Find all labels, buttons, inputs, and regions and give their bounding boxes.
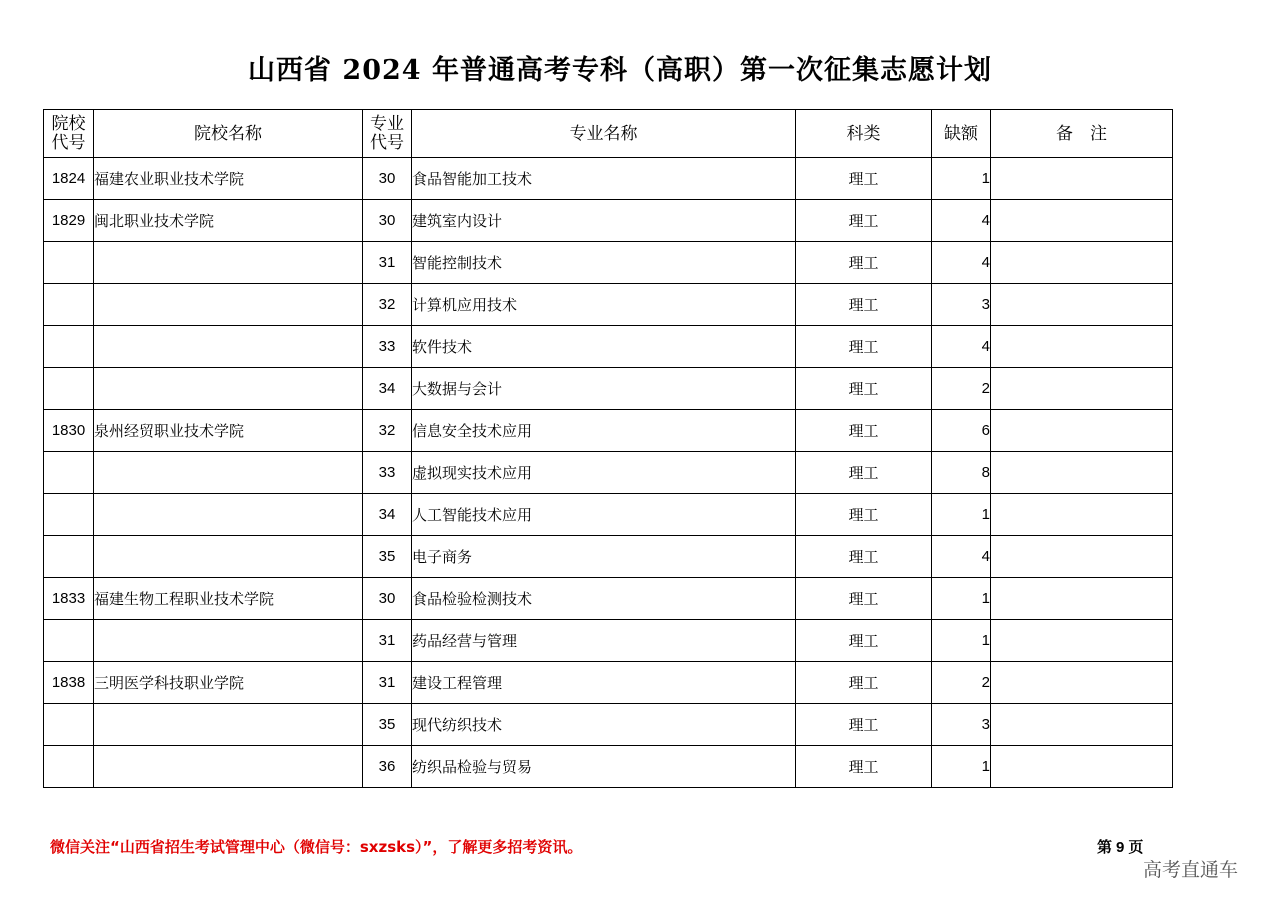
cell-category: 理工: [796, 620, 932, 662]
cell-major-name: 电子商务: [412, 536, 796, 578]
cell-remark: [991, 662, 1173, 704]
table-row: [44, 662, 1173, 704]
cell-major-code: 35: [363, 704, 412, 746]
cell-major-name: 软件技术: [412, 326, 796, 368]
cell-vacancy: 4: [932, 326, 991, 368]
table-row: [44, 158, 1173, 200]
cell-school-name: [94, 242, 363, 284]
cell-vacancy: 1: [932, 620, 991, 662]
cell-school-name: 闽北职业技术学院: [94, 200, 363, 242]
cell-school-code: [44, 746, 94, 788]
page-number: 第 9 页: [1097, 838, 1144, 856]
table-row: [44, 620, 1173, 662]
cell-remark: [991, 326, 1173, 368]
cell-school-name: [94, 368, 363, 410]
cell-school-code: [44, 326, 94, 368]
table-row: [44, 284, 1173, 326]
cell-major-code: 35: [363, 536, 412, 578]
cell-major-code: 31: [363, 662, 412, 704]
header-major-name: 专业名称: [412, 110, 796, 158]
cell-school-code: [44, 620, 94, 662]
table-row: [44, 536, 1173, 578]
table-row: [44, 368, 1173, 410]
cell-school-code: [44, 704, 94, 746]
cell-vacancy: 6: [932, 410, 991, 452]
cell-school-name: 福建农业职业技术学院: [94, 158, 363, 200]
cell-major-name: 大数据与会计: [412, 368, 796, 410]
cell-school-name: [94, 326, 363, 368]
cell-vacancy: 2: [932, 368, 991, 410]
table-row: [44, 494, 1173, 536]
cell-remark: [991, 158, 1173, 200]
cell-school-name: 福建生物工程职业技术学院: [94, 578, 363, 620]
footer-wechat-note: 微信关注“山西省招生考试管理中心（微信号：sxzsks）”，了解更多招考资讯。: [50, 838, 583, 856]
cell-major-name: 食品智能加工技术: [412, 158, 796, 200]
cell-major-name: 虚拟现实技术应用: [412, 452, 796, 494]
cell-category: 理工: [796, 536, 932, 578]
table-row: [44, 746, 1173, 788]
table-row: [44, 242, 1173, 284]
cell-remark: [991, 368, 1173, 410]
cell-school-code: 1838: [44, 662, 94, 704]
cell-school-name: [94, 452, 363, 494]
cell-school-code: [44, 242, 94, 284]
cell-school-name: 三明医学科技职业学院: [94, 662, 363, 704]
cell-category: 理工: [796, 704, 932, 746]
cell-school-code: 1833: [44, 578, 94, 620]
cell-major-code: 30: [363, 578, 412, 620]
cell-category: 理工: [796, 284, 932, 326]
header-remark: 备 注: [991, 110, 1173, 158]
cell-remark: [991, 578, 1173, 620]
cell-school-name: [94, 536, 363, 578]
cell-major-code: 31: [363, 242, 412, 284]
cell-remark: [991, 242, 1173, 284]
table-row: [44, 704, 1173, 746]
cell-major-name: 药品经营与管理: [412, 620, 796, 662]
cell-category: 理工: [796, 662, 932, 704]
cell-vacancy: 1: [932, 494, 991, 536]
cell-category: 理工: [796, 326, 932, 368]
cell-remark: [991, 410, 1173, 452]
cell-major-name: 信息安全技术应用: [412, 410, 796, 452]
header-school-name: 院校名称: [94, 110, 363, 158]
cell-school-code: 1830: [44, 410, 94, 452]
cell-vacancy: 8: [932, 452, 991, 494]
cell-vacancy: 3: [932, 284, 991, 326]
cell-school-code: [44, 284, 94, 326]
cell-category: 理工: [796, 242, 932, 284]
page-number-value: 9: [1116, 839, 1125, 856]
cell-major-name: 食品检验检测技术: [412, 578, 796, 620]
cell-major-code: 36: [363, 746, 412, 788]
cell-major-code: 30: [363, 200, 412, 242]
cell-school-name: 泉州经贸职业技术学院: [94, 410, 363, 452]
cell-vacancy: 4: [932, 200, 991, 242]
header-school-code: 院校 代号: [44, 110, 94, 158]
table-row: [44, 452, 1173, 494]
cell-remark: [991, 200, 1173, 242]
cell-remark: [991, 746, 1173, 788]
cell-school-name: [94, 284, 363, 326]
cell-vacancy: 1: [932, 578, 991, 620]
cell-school-code: [44, 452, 94, 494]
cell-vacancy: 3: [932, 704, 991, 746]
cell-major-code: 33: [363, 326, 412, 368]
cell-vacancy: 4: [932, 536, 991, 578]
cell-school-code: [44, 368, 94, 410]
cell-school-code: [44, 494, 94, 536]
cell-vacancy: 1: [932, 158, 991, 200]
cell-major-code: 33: [363, 452, 412, 494]
cell-school-name: [94, 494, 363, 536]
cell-remark: [991, 536, 1173, 578]
cell-major-name: 建设工程管理: [412, 662, 796, 704]
cell-major-code: 34: [363, 494, 412, 536]
cell-category: 理工: [796, 452, 932, 494]
cell-remark: [991, 620, 1173, 662]
cell-school-name: [94, 620, 363, 662]
cell-school-name: [94, 704, 363, 746]
cell-category: 理工: [796, 200, 932, 242]
table-row: [44, 326, 1173, 368]
cell-vacancy: 2: [932, 662, 991, 704]
page-title: 山西省 2024 年普通高考专科（高职）第一次征集志愿计划: [248, 55, 992, 86]
cell-major-name: 现代纺织技术: [412, 704, 796, 746]
table-row: [44, 200, 1173, 242]
cell-category: 理工: [796, 746, 932, 788]
table-body: [44, 158, 1173, 788]
cell-major-code: 32: [363, 410, 412, 452]
cell-vacancy: 1: [932, 746, 991, 788]
watermark-text: 高考直通车: [1143, 859, 1239, 881]
cell-major-code: 32: [363, 284, 412, 326]
cell-major-name: 纺织品检验与贸易: [412, 746, 796, 788]
cell-major-code: 30: [363, 158, 412, 200]
cell-category: 理工: [796, 158, 932, 200]
cell-vacancy: 4: [932, 242, 991, 284]
cell-category: 理工: [796, 410, 932, 452]
table-row: [44, 410, 1173, 452]
cell-remark: [991, 284, 1173, 326]
cell-category: 理工: [796, 368, 932, 410]
cell-school-code: 1829: [44, 200, 94, 242]
cell-school-code: 1824: [44, 158, 94, 200]
cell-major-code: 31: [363, 620, 412, 662]
table-row: [44, 578, 1173, 620]
cell-major-name: 智能控制技术: [412, 242, 796, 284]
cell-remark: [991, 494, 1173, 536]
header-category: 科类: [796, 110, 932, 158]
enrollment-plan-table: [43, 109, 1173, 788]
cell-major-name: 人工智能技术应用: [412, 494, 796, 536]
cell-remark: [991, 704, 1173, 746]
cell-remark: [991, 452, 1173, 494]
header-major-code: 专业 代号: [363, 110, 412, 158]
cell-major-code: 34: [363, 368, 412, 410]
header-vacancy: 缺额: [932, 110, 991, 158]
cell-school-name: [94, 746, 363, 788]
cell-category: 理工: [796, 494, 932, 536]
table-header-row: [44, 110, 1173, 158]
cell-major-name: 建筑室内设计: [412, 200, 796, 242]
cell-school-code: [44, 536, 94, 578]
cell-category: 理工: [796, 578, 932, 620]
cell-major-name: 计算机应用技术: [412, 284, 796, 326]
